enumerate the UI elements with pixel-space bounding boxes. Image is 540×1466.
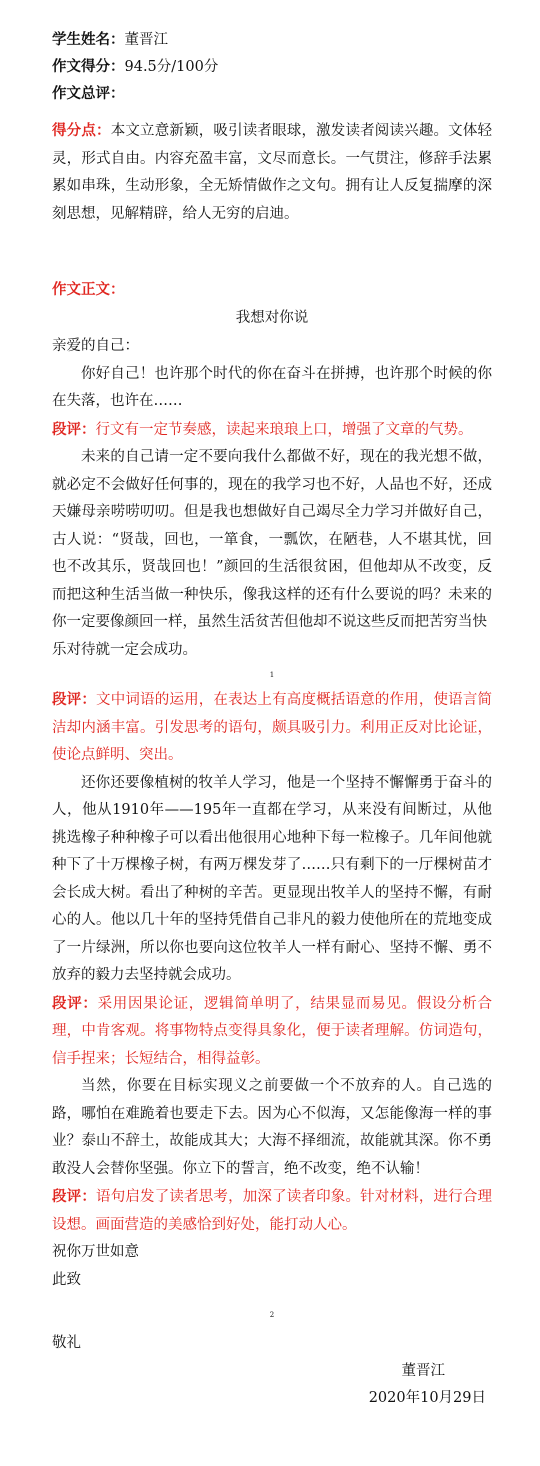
comment-text: 行文有一定节奏感，读起来琅琅上口，增强了文章的气势。 [95,421,473,438]
score-points-text: 本文立意新颖，吸引读者眼球，激发读者阅读兴趣。文体轻灵，形式自由。内容充盈丰富，文尽而意长。一气贯注，修辞手法累累如串珠，生动形象，全无矫情做作之文句。拥有让人反复揣摩的深刻思想，见解精辟，给人无穷的启迪。 [52,123,493,222]
essay-section-heading [52,276,492,303]
score-points-paragraph [52,117,492,228]
paragraph-comment-1 [52,416,492,445]
closing-cizhi: 此致 [52,1271,81,1288]
document-page [52,26,492,1412]
score-line [52,53,492,80]
essay-paragraph-3: 还你还要像植树的牧羊人学习，他是一个坚持不懈懈勇于奋斗的人，他从1910年——195年一直都在学习，从来没有间断过，从他挑选橡子种种橡子可以看出他很用心地种下每一粒橡子。几年间他就种下了十万棵橡子树，有两万棵发芽了……只有剩下的一厅棵树苗才会长成大树。看出了种树的辛苦。更显现出牧羊人的坚持不懈，有耐心的人。他以几十年的坚持凭借自己非凡的毅力使他所在的荒地变成了一片绿洲，所以你也要向这位牧羊人一样有耐心、坚持不懈、勇不放弃的毅力去坚持就会成功。 [52,774,492,983]
essay-paragraph-1: 你好自己！也许那个时代的你在奋斗在拼搏，也许那个时候的你在失落，也许在…… [52,365,492,409]
overall-comment-label: 作文总评： [52,85,125,102]
comment-text: 语句启发了读者思考，加深了读者印象。针对材料，进行合理设想。画面营造的美感恰到好处，能打动人心。 [52,1189,493,1233]
paragraph-comment-3 [52,990,492,1074]
overall-comment-line [52,80,492,107]
essay-section-label: 作文正文： [52,281,125,298]
comment-tag: 段评： [52,994,98,1012]
signature-name: 董晋江 [401,1362,445,1379]
page-number-1: 1 [269,671,275,679]
closing-wish: 祝你万世如意 [52,1244,139,1260]
comment-tag: 段评： [52,420,96,438]
salutation: 亲爱的自己： [52,338,139,354]
comment-text: 采用因果论证，逻辑简单明了，结果显而易见。假设分析合理，中肯客观。将事物特点变得具象化，便于读者理解。仿词造句，信手捏来；长短结合，相得益彰。 [52,995,493,1067]
score-label: 作文得分： [52,58,125,75]
closing-jingli: 敬礼 [52,1335,81,1351]
essay-paragraph-2: 未来的自己请一定不要向我什么都做不好，现在的我光想不做，就必定不会做好任何事的，现在的我学习也不好，人品也不好，还成天嫌母亲唠唠叨叨。但是我也想做好自己竭尽全力学习并做好自己，古人说：“贤哉，回也，一箪食，一瓢饮，在陋巷，人不堪其忧，回也不改其乐，贤哉回也！”颜回的生活很贫困，但他却从不改变，反而把这种生活当做一种快乐，像我这样的还有什么要说的吗？未来的你一定要像颜回一样，虽然生活贫苦但他却不说这些反而把苦穷当快 [52,449,492,630]
essay-paragraph-4: 当然，你要在目标实现义之前要做一个不放弃的人。自己选的路，哪怕在难跪着也要走下去。因为心不似海，又怎能像海一样的事业？泰山不辞土，故能成其大；大海不择细流，故能就其深。你不勇敢没人会替你坚强。你立下的誓言，绝不改变，绝不认输！ [52,1078,492,1177]
comment-tag: 段评： [52,1188,97,1205]
page-number-2: 2 [269,1311,275,1319]
paragraph-comment-4 [52,1183,492,1239]
comment-text: 文中词语的运用，在表达上有高度概括语意的作用，使语言简洁却内涵丰富。引发思考的语句，颇具吸引力。利用正反对比论证，使论点鲜明、突出。 [52,692,493,763]
paragraph-comment-2 [52,686,492,770]
essay-paragraph-2-tail: 乐对待就一定会成功。 [52,641,197,658]
student-name-value: 董晋江 [124,32,168,48]
comment-tag: 段评： [52,691,97,708]
signature-block [52,1358,492,1412]
student-name-label: 学生姓名： [52,31,125,48]
student-name-line [52,26,492,53]
signature-date: 2020年10月29日 [368,1389,486,1406]
score-value: 94.5分/100分 [124,59,219,75]
score-points-label: 得分点： [52,122,111,139]
essay-title: 我想对你说 [235,310,309,326]
